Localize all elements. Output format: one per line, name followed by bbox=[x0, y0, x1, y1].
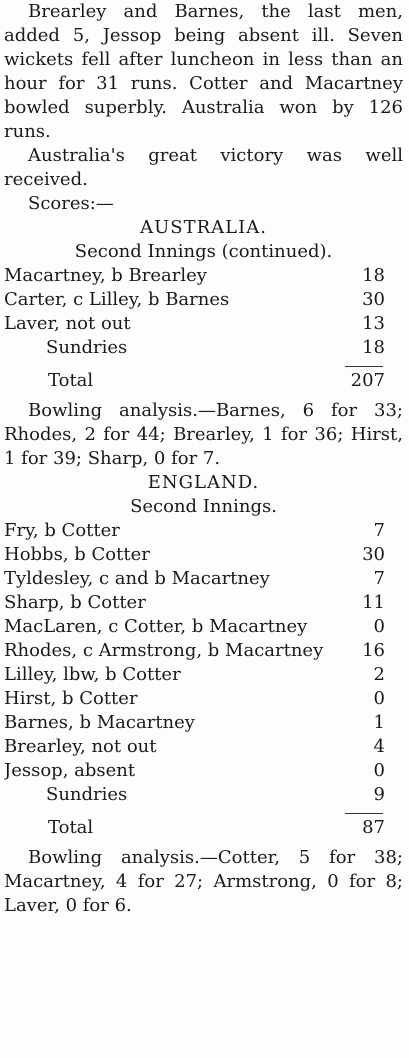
batsman-row bbox=[4, 567, 403, 591]
batsman-name: Rhodes, c Armstrong, b Macartney bbox=[4, 640, 324, 661]
batsman-runs: 0 bbox=[373, 616, 385, 637]
batsman-row bbox=[4, 711, 403, 735]
total-rule bbox=[345, 813, 383, 814]
batsman-row bbox=[4, 312, 403, 336]
batsman-runs: 11 bbox=[362, 592, 385, 613]
batsman-runs: 13 bbox=[362, 313, 385, 334]
batsman-row bbox=[4, 591, 403, 615]
total-runs: 87 bbox=[362, 817, 385, 838]
sundries-row bbox=[4, 783, 403, 807]
batsman-name: Fry, b Cotter bbox=[4, 520, 120, 541]
innings-subheading-australia: Second Innings (continued). bbox=[74, 241, 333, 262]
batsman-runs: 30 bbox=[362, 289, 385, 310]
batsman-row bbox=[4, 687, 403, 711]
batsman-runs: 7 bbox=[373, 568, 385, 589]
scores-label: Scores:— bbox=[28, 193, 114, 214]
batsman-runs: 18 bbox=[362, 265, 385, 286]
sundries-label: Sundries bbox=[46, 337, 128, 358]
sundries-row bbox=[4, 336, 403, 360]
batsman-name: Sharp, b Cotter bbox=[4, 592, 146, 613]
total-label: Total bbox=[48, 817, 94, 838]
batsman-name: Laver, not out bbox=[4, 313, 131, 334]
batsman-name: Lilley, lbw, b Cotter bbox=[4, 664, 181, 685]
batsman-name: Hirst, b Cotter bbox=[4, 688, 138, 709]
bowling-analysis: Bowling analysis.—Barnes, 6 for 33; Rhodes, 2 for 44; Brearley, 1 for 36; Hirst, 1 for 39; Sharp, 0 for 7. bbox=[4, 400, 403, 469]
team-heading-england: ENGLAND. bbox=[147, 472, 260, 493]
batsman-name: MacLaren, c Cotter, b Macartney bbox=[4, 616, 308, 637]
batsman-row bbox=[4, 264, 403, 288]
batsman-row bbox=[4, 543, 403, 567]
total-row bbox=[4, 816, 403, 840]
batsman-runs: 2 bbox=[373, 664, 385, 685]
batsman-row bbox=[4, 519, 403, 543]
batsman-runs: 30 bbox=[362, 544, 385, 565]
bowling-analysis: Bowling analysis.—Cotter, 5 for 38; Macartney, 4 for 27; Armstrong, 0 for 8; Laver, 0 for 6. bbox=[4, 847, 403, 916]
sundries-label: Sundries bbox=[46, 784, 128, 805]
batsman-runs: 1 bbox=[373, 712, 385, 733]
innings-subheading-england: Second Innings. bbox=[130, 496, 277, 517]
batsman-row bbox=[4, 288, 403, 312]
total-row bbox=[4, 369, 403, 393]
batsman-name: Barnes, b Macartney bbox=[4, 712, 195, 733]
sundries-runs: 9 bbox=[373, 784, 385, 805]
batsman-row bbox=[4, 639, 403, 663]
batsman-runs: 4 bbox=[373, 736, 385, 757]
batsman-row bbox=[4, 663, 403, 687]
total-rule bbox=[345, 366, 383, 367]
victory-paragraph: Australia's great victory was well received. bbox=[4, 145, 403, 190]
total-runs: 207 bbox=[350, 370, 385, 391]
australia-scorecard bbox=[4, 216, 403, 471]
batsman-name: Brearley, not out bbox=[4, 736, 157, 757]
batsman-name: Tyldesley, c and b Macartney bbox=[4, 568, 270, 589]
batsman-name: Carter, c Lilley, b Barnes bbox=[4, 289, 230, 310]
batsman-name: Jessop, absent bbox=[4, 760, 136, 781]
team-heading-australia: AUSTRALIA. bbox=[140, 217, 267, 238]
sundries-runs: 18 bbox=[362, 337, 385, 358]
match-report-paragraph: Brearley and Barnes, the last men, added 5, Jessop being absent ill. Seven wickets fell after luncheon in less than an hour for 31 runs. Cotter and Macartney bowled superbly. Australia won by 126 runs. bbox=[4, 1, 403, 142]
batsman-runs: 0 bbox=[373, 688, 385, 709]
batsman-runs: 7 bbox=[373, 520, 385, 541]
england-scorecard bbox=[4, 471, 403, 918]
batsman-runs: 16 bbox=[362, 640, 385, 661]
batsman-row bbox=[4, 759, 403, 783]
total-label: Total bbox=[48, 370, 94, 391]
batsman-runs: 0 bbox=[373, 760, 385, 781]
batsman-row bbox=[4, 615, 403, 639]
batsman-name: Hobbs, b Cotter bbox=[4, 544, 150, 565]
batsman-name: Macartney, b Brearley bbox=[4, 265, 207, 286]
batsman-row bbox=[4, 735, 403, 759]
